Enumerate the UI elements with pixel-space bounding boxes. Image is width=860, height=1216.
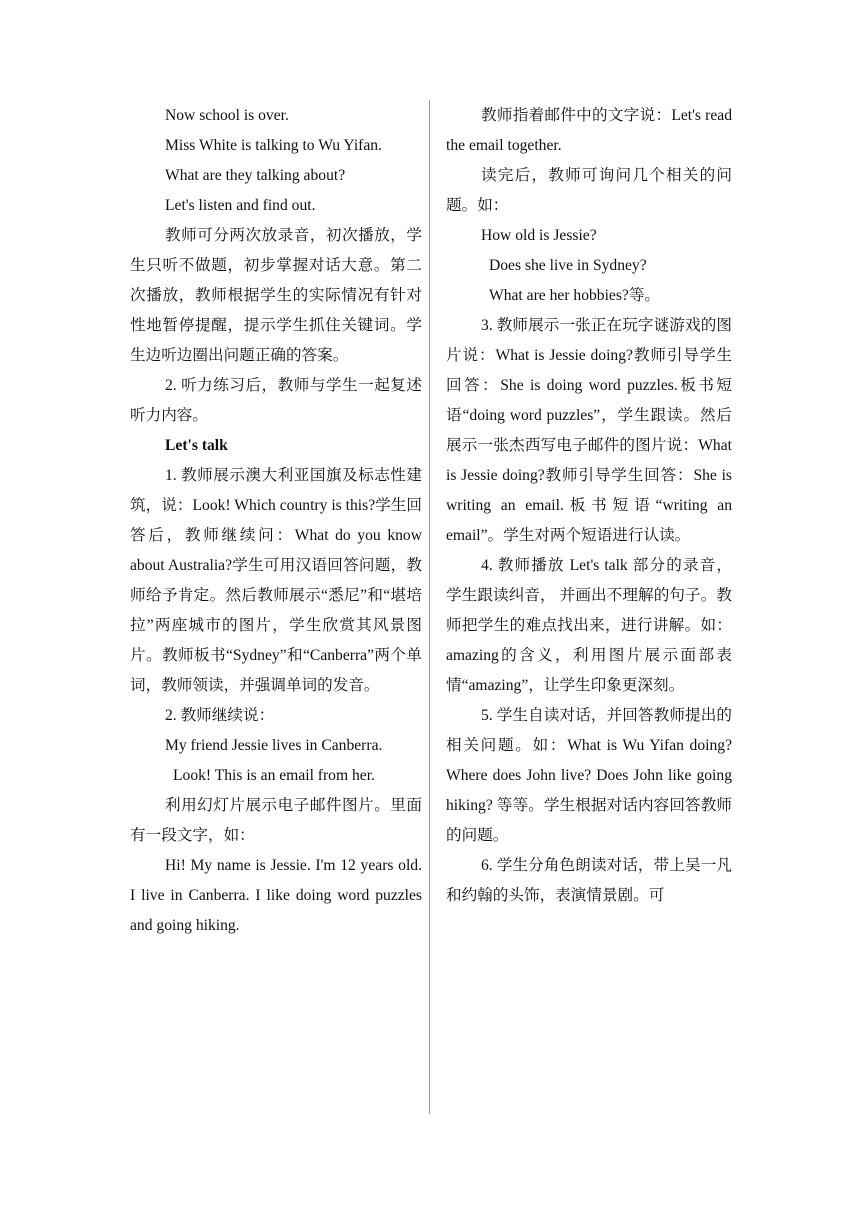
paragraph: 5. 学生自读对话，并回答教师提出的相关问题。如：What is Wu Yifan doing? Where does John live? Does John like going hiking? 等等。学生根据对话内容回答教师的问题。 <box>446 707 732 844</box>
paragraph: 4. 教师播放 Let's talk 部分的录音，学生跟读纠音， 并画出不理解的句子。教师把学生的难点找出来，进行讲解。如：amazing的含义，利用图片展示面部表情“amazing”，让学生印象更深刻。 <box>446 557 732 694</box>
paragraph: 6. 学生分角色朗读对话，带上吴一凡和约翰的头饰，表演情景剧。可 <box>446 857 732 904</box>
right-column <box>446 101 732 911</box>
paragraph: 2. 听力练习后，教师与学生一起复述听力内容。 <box>130 377 422 424</box>
paragraph: Look! This is an email from her. <box>173 767 375 784</box>
paragraph: Miss White is talking to Wu Yifan. <box>165 137 382 154</box>
paragraph: My friend Jessie lives in Canberra. <box>165 737 383 754</box>
paragraph: What are her hobbies?等。 <box>489 287 661 304</box>
paragraph: 教师指着邮件中的文字说：Let's read the email together. <box>446 107 732 154</box>
paragraph: 读完后，教师可询问几个相关的问题。如： <box>446 167 732 214</box>
paragraph: 2. 教师继续说： <box>165 707 275 724</box>
paragraph: What are they talking about? <box>165 167 346 184</box>
paragraph: Hi! My name is Jessie. I'm 12 years old. I live in Canberra. I like doing word puzzles and going hiking. <box>130 857 422 934</box>
paragraph: 1. 教师展示澳大利亚国旗及标志性建筑，说：Look! Which country is this?学生回答后，教师继续问：What do you know about Australia?学生可用汉语回答问题，教师给予肯定。然后教师展示“悉尼”和“堪培拉”两座城市的图片，学生欣赏其风景图片。教师板书“Sydney”和“Canberra”两个单词，教师领读，并强调单词的发音。 <box>130 467 422 694</box>
paragraph: 教师可分两次放录音，初次播放，学生只听不做题，初步掌握对话大意。第二次播放，教师根据学生的实际情况有针对性地暂停提醒，提示学生抓住关键词。学生边听边圈出问题正确的答案。 <box>130 227 422 364</box>
column-divider <box>429 100 430 1114</box>
paragraph: Now school is over. <box>165 107 289 124</box>
paragraph: 3. 教师展示一张正在玩字谜游戏的图片说：What is Jessie doing?教师引导学生回答：She is doing word puzzles.板书短语“doing word puzzles”，学生跟读。然后展示一张杰西写电子邮件的图片说：What is Jessie doing?教师引导学生回答：She is writing an email.板书短语“writing an email”。学生对两个短语进行认读。 <box>446 317 732 544</box>
section-heading: Let's talk <box>165 437 228 454</box>
paragraph: How old is Jessie? <box>481 227 597 244</box>
paragraph: 利用幻灯片展示电子邮件图片。里面有一段文字，如： <box>130 797 422 844</box>
left-column <box>130 101 422 941</box>
paragraph: Let's listen and find out. <box>165 197 316 214</box>
paragraph: Does she live in Sydney? <box>489 257 647 274</box>
